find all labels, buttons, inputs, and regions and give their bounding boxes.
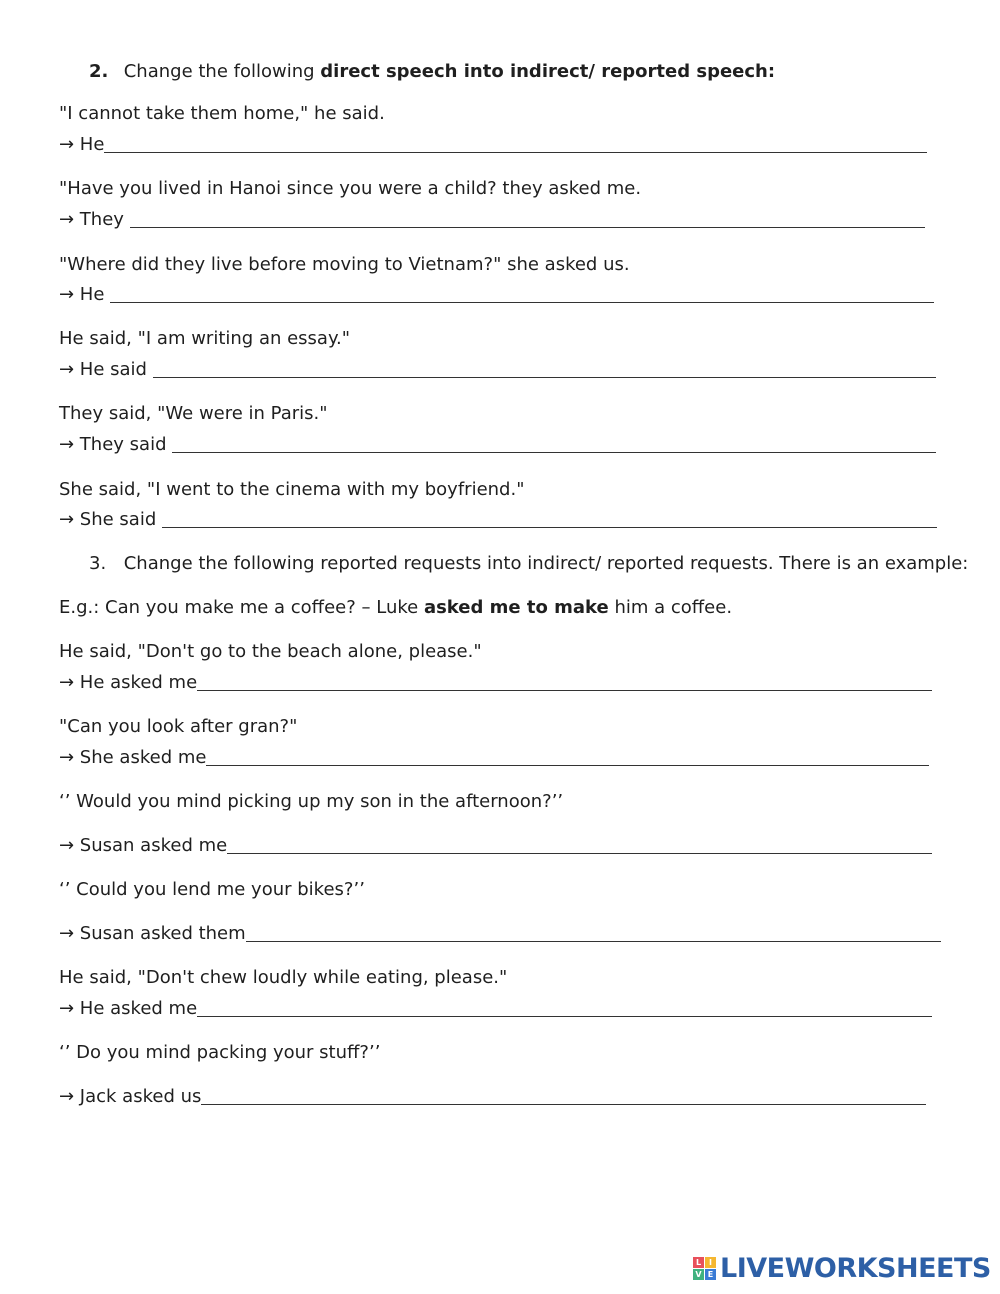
answer-prefix: → Susan asked them [59,923,246,944]
answer-row [59,283,934,307]
answer-prefix: → He said [59,359,153,380]
logo-icon [693,1257,716,1280]
question-prompt: She said, "I went to the cinema with my boyfriend." [59,479,525,500]
answer-row [59,133,927,157]
logo-block: E [705,1269,716,1280]
answer-row [59,671,932,695]
section-intro: Change the following reported requests into indirect/ reported requests. There is an example: [123,553,969,574]
answer-row [59,746,929,770]
question-prompt: "Where did they live before moving to Vietnam?" she asked us. [59,254,630,275]
answer-row [59,834,932,858]
answer-blank[interactable] [172,452,936,453]
logo-block: I [705,1257,716,1268]
question-prompt: ‘’ Could you lend me your bikes?’’ [59,879,365,900]
section-intro: Change the following [123,61,321,82]
answer-blank[interactable] [110,302,934,303]
section-3-heading [89,552,968,576]
section-2-heading [89,60,775,84]
answer-prefix: → Jack asked us [59,1086,202,1107]
answer-row [59,358,936,382]
answer-prefix: → She asked me [59,747,207,768]
logo-block: V [693,1269,704,1280]
answer-prefix: → They said [59,434,173,455]
answer-row [59,508,937,532]
answer-prefix: → Susan asked me [59,835,228,856]
answer-prefix: → They [59,209,130,230]
section-intro-bold: direct speech into indirect/ reported speech: [320,61,776,82]
answer-prefix: → He [59,284,111,305]
question-prompt: They said, "We were in Paris." [59,403,328,424]
answer-prefix: → He asked me [59,672,198,693]
answer-row [59,208,925,232]
answer-row [59,922,941,946]
question-prompt: ‘’ Would you mind picking up my son in the afternoon?’’ [59,791,564,812]
answer-blank[interactable] [153,377,936,378]
answer-prefix: → He [59,134,105,155]
answer-blank[interactable] [227,853,932,854]
question-prompt: He said, "I am writing an essay." [59,328,351,349]
question-prompt: "I cannot take them home," he said. [59,103,385,124]
section-number: 2. [89,61,109,82]
answer-row [59,997,932,1021]
answer-blank[interactable] [206,765,929,766]
example-after: him a coffee. [608,597,733,618]
answer-blank[interactable] [104,152,927,153]
answer-prefix: → He asked me [59,998,198,1019]
example-bold: asked me to make [423,597,609,618]
answer-blank[interactable] [197,1016,932,1017]
liveworksheets-logo [693,1253,991,1283]
answer-prefix: → She said [59,509,162,530]
question-prompt: "Can you look after gran?" [59,716,298,737]
answer-blank[interactable] [197,690,932,691]
question-prompt: "Have you lived in Hanoi since you were a child? they asked me. [59,178,642,199]
answer-blank[interactable] [130,227,925,228]
question-prompt: He said, "Don't go to the beach alone, please." [59,641,482,662]
logo-text: LIVEWORKSHEETS [720,1252,991,1284]
example-line [59,596,732,620]
answer-blank[interactable] [201,1104,926,1105]
section-number: 3. [89,553,107,574]
question-prompt: ‘’ Do you mind packing your stuff?’’ [59,1042,381,1063]
answer-blank[interactable] [162,527,937,528]
answer-row [59,1085,926,1109]
logo-block: L [693,1257,704,1268]
answer-blank[interactable] [246,941,941,942]
question-prompt: He said, "Don't chew loudly while eating, please." [59,967,508,988]
answer-row [59,433,936,457]
example-before: E.g.: Can you make me a coffee? – Luke [59,597,424,618]
